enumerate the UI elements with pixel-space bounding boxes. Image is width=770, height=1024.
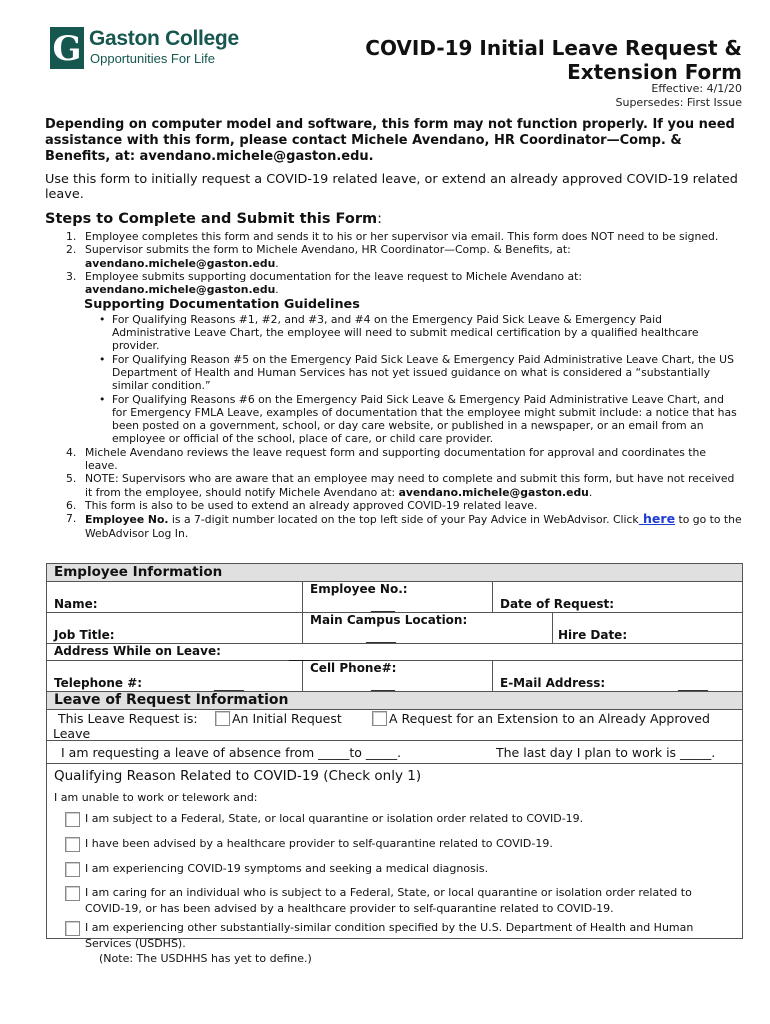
step-1: 1. Employee completes this form and sends it to his or her supervisor via email. This form does NOT need to be signed. xyxy=(66,230,719,243)
guideline-bullet: • For Qualifying Reasons #6 on the Emergency Paid Sick Leave & Emergency Paid Administrative Leave Chart, and for Emergency FMLA Leave, examples of documentation that the employee might submit include: a notice that has been posted on a government, school, or day care website, or published in a newspaper, or an email from an employee or official of the school, place of care, or child care provider. xyxy=(99,392,737,446)
reason-3-checkbox[interactable] xyxy=(65,862,80,877)
initial-request-checkbox[interactable] xyxy=(215,711,230,726)
form-title: COVID-19 Initial Leave Request & Extension Form xyxy=(365,36,742,84)
supporting-doc-heading: Supporting Documentation Guidelines xyxy=(84,297,360,313)
request-form xyxy=(46,563,743,965)
steps-list xyxy=(66,230,742,540)
reason-4: I am caring for an individual who is subject to a Federal, State, or local quarantine or isolation order related to COVID-19, or has been advised by a healthcare provider to self-quarantine related to COVID-19. xyxy=(59,885,725,916)
guideline-bullet: • For Qualifying Reason #5 on the Emergency Paid Sick Leave & Emergency Paid Administrative Leave Chart, the US Department of Health and Human Services has not yet issued guidance on what is considered a “substantially similar condition.” xyxy=(99,352,734,393)
row-request-type xyxy=(47,710,742,741)
initial-request-label: An Initial Request xyxy=(232,711,342,726)
college-tagline: Opportunities For Life xyxy=(90,51,216,66)
hr-email: avendano.michele@gaston.edu xyxy=(398,485,589,499)
row-name xyxy=(47,582,742,613)
hire-date-field[interactable]: Hire Date: xyxy=(552,613,742,643)
reason-5-checkbox[interactable] xyxy=(65,921,80,936)
row-job xyxy=(47,613,742,644)
cell-phone-field[interactable]: Cell Phone#: ____ xyxy=(302,661,493,691)
campus-location-field[interactable]: Main Campus Location: _____ xyxy=(302,613,553,643)
row-leave-dates xyxy=(47,741,742,764)
step-3: 3. Employee submits supporting documentation for the leave request to Michele Avendano at: avendano.michele@gaston.edu. xyxy=(66,269,582,297)
reason-2-checkbox[interactable] xyxy=(65,837,80,852)
hr-email: avendano.michele@gaston.edu xyxy=(85,283,276,297)
reason-5-note: (Note: The USDHHS has yet to define.) xyxy=(99,952,312,965)
supersedes: Supersedes: First Issue xyxy=(615,96,742,109)
telephone-field[interactable]: Telephone #: _____ xyxy=(54,676,244,691)
reason-3: I am experiencing COVID-19 symptoms and seeking a medical diagnosis. xyxy=(59,861,725,877)
steps-heading: Steps to Complete and Submit this Form: xyxy=(45,211,382,227)
address-field[interactable]: Address While on Leave: _____ xyxy=(47,644,742,661)
request-type-label: This Leave Request is: xyxy=(58,711,198,726)
leave-dates-text[interactable]: I am requesting a leave of absence from _____to _____. xyxy=(61,745,402,760)
qualifying-section xyxy=(47,764,742,965)
college-name: Gaston College xyxy=(89,27,239,50)
step-6: 6. This form is also to be used to extend an already approved COVID-19 related leave. xyxy=(66,498,538,512)
reason-4-checkbox[interactable] xyxy=(65,886,80,901)
effective-info xyxy=(616,82,743,110)
step-4: 4. Michele Avendano reviews the leave request form and supporting documentation for approval and coordinates the leave. xyxy=(66,445,706,473)
reason-5: I am experiencing other substantially-similar condition specified by the U.S. Department of Health and Human Services (USDHS). (Note: The USDHHS has yet to define.) xyxy=(59,920,739,967)
svg-text:G: G xyxy=(52,29,82,69)
guideline-bullet: • For Qualifying Reasons #1, #2, and #3, and #4 on the Emergency Paid Sick Leave & Emergency Paid Administrative Leave Chart, the employee will need to submit medical certification by a qualified healthcare provider. xyxy=(99,312,699,353)
unable-to-work-text: I am unable to work or telework and: xyxy=(54,791,258,804)
leave-info-header: Leave of Request Information xyxy=(47,692,742,710)
gaston-college-logo xyxy=(50,27,84,69)
intro-text: Use this form to initially request a COVID-19 related leave, or extend an already approved COVID-19 related leave. xyxy=(45,172,738,202)
step-5: 5. NOTE: Supervisors who are aware that an employee may need to complete and submit this form, but have not received it from the employee, should notify Michele Avendano at: avendano.michele@gaston.edu. xyxy=(66,472,735,499)
extension-request-label: A Request for an Extension to an Already Approved xyxy=(389,711,710,726)
hr-email: avendano.michele@gaston.edu xyxy=(85,256,276,270)
reason-1: I am subject to a Federal, State, or local quarantine or isolation order related to COVID-19. xyxy=(59,811,725,827)
qualifying-heading: Qualifying Reason Related to COVID-19 (Check only 1) xyxy=(54,768,422,784)
job-title-field[interactable]: Job Title: xyxy=(54,628,115,642)
reason-2: I have been advised by a healthcare provider to self-quarantine related to COVID-19. xyxy=(59,836,725,852)
email-field[interactable]: E-Mail Address: _____ xyxy=(492,661,742,691)
extension-request-checkbox[interactable] xyxy=(372,711,387,726)
webadvisor-link[interactable]: here xyxy=(638,511,676,527)
step-2: 2. Supervisor submits the form to Michele Avendano, HR Coordinator—Comp. & Benefits, at: avendano.michele@gaston.edu. xyxy=(66,243,571,270)
step-7: 7. Employee No. is a 7-digit number located on the top left side of your Pay Advice in WebAdvisor. Click here to go to the WebAdvisor Log In. xyxy=(66,511,742,540)
leave-label: Leave xyxy=(53,726,91,741)
date-of-request-field[interactable]: Date of Request: xyxy=(492,582,742,612)
employee-no-field[interactable]: Employee No.: ____ xyxy=(302,582,493,612)
row-phone xyxy=(47,661,742,692)
compatibility-warning: Depending on computer model and software, this form may not function properly. If you need assistance with this form, please contact Michele Avendano, HR Coordinator—Comp. & Benefits, at: avendano.michele@gaston.edu. xyxy=(45,117,735,164)
effective-date: Effective: 4/1/20 xyxy=(651,82,742,95)
last-day-text[interactable]: The last day I plan to work is _____. xyxy=(496,745,716,760)
reason-1-checkbox[interactable] xyxy=(65,812,80,827)
name-field[interactable]: Name: xyxy=(54,597,98,611)
employee-info-header: Employee Information xyxy=(47,564,742,582)
